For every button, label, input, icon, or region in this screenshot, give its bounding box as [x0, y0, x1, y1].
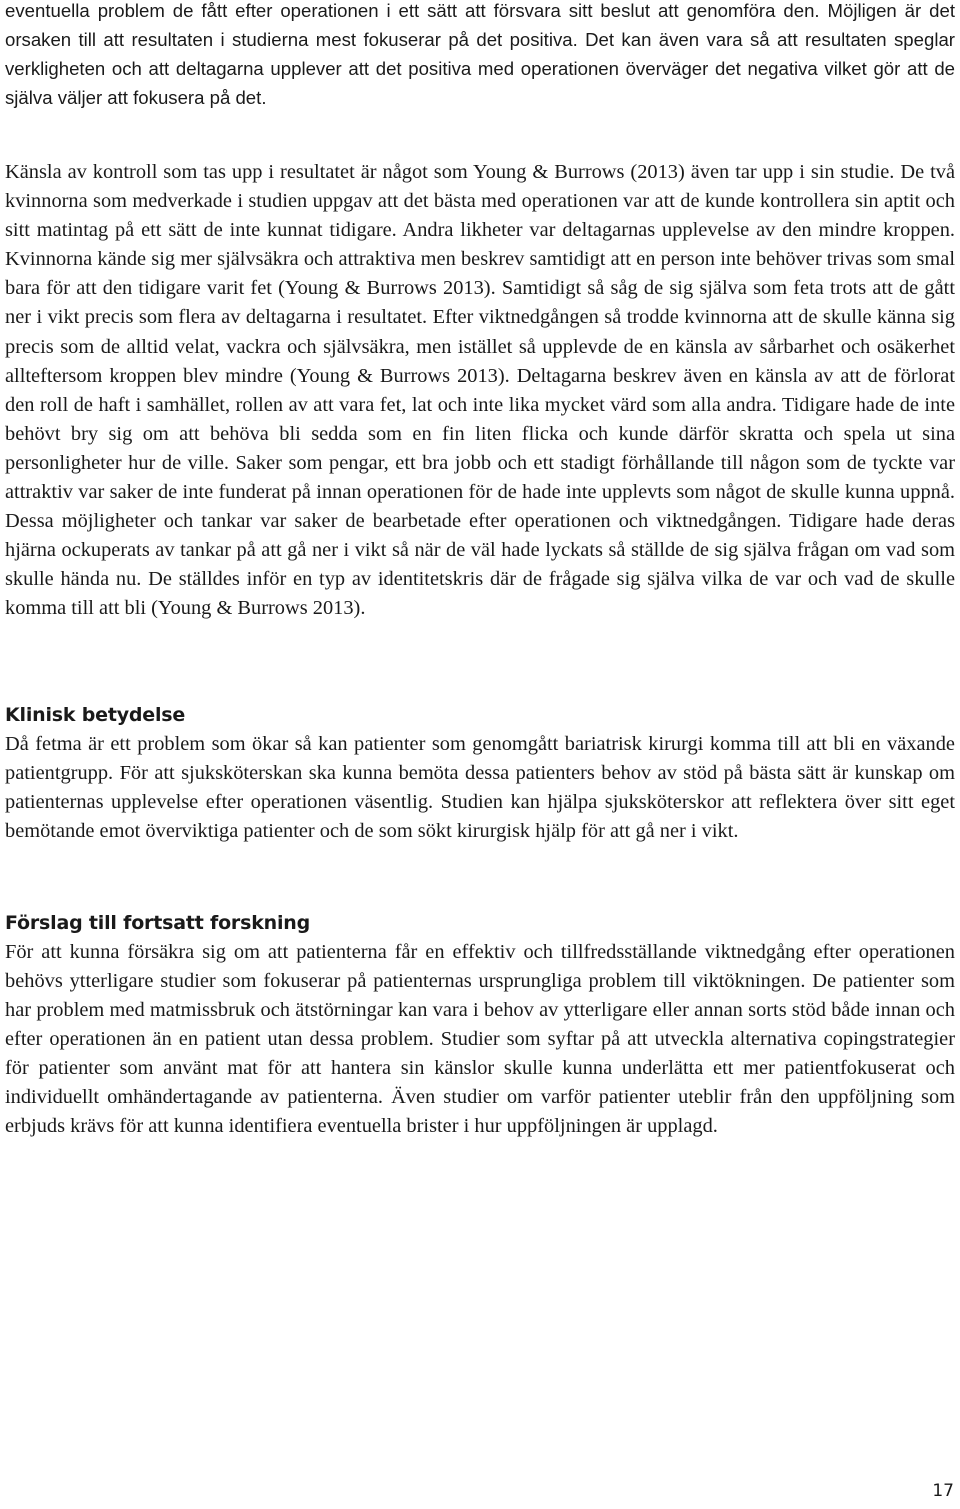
body-paragraph-discussion: eventuella problem de fått efter operationen i ett sätt att försvara sitt beslut att genomföra den. Möjligen är det orsaken till att resultaten i studierna mest fokuserar på det positiva. Det kan även vara så att resultaten speglar verkligheten och att deltagarna upplever att det positiva med operationen överväger det negativa vilket gör att de själva väljer att fokusera på det. [5, 0, 955, 108]
section-heading-research: Förslag till fortsatt forskning [5, 911, 311, 934]
body-paragraph-clinical: Då fetma är ett problem som ökar så kan patienter som genomgått bariatrisk kirurgi komma till att bli en växande patientgrupp. För att sjuksköterskan ska kunna bemöta dessa patienters behov av stöd på bästa sätt är kunskap om patienternas upplevelse efter operationen väsentlig. Studien kan hjälpa sjuksköterskor att reflektera över sitt eget bemötande emot överviktiga patienter och de som sökt kirurgisk hjälp för att gå ner i vikt. [5, 732, 955, 842]
body-paragraph-research: För att kunna försäkra sig om att patienterna får en effektiv och tillfredsställande viktnedgång efter operationen behövs ytterligare studier som fokuserar på patienternas ursprungliga problem till viktökningen. De patienter som har problem med matmissbruk och ätstörningar kan vara i behov av ytterligare eller annan sorts stöd både innan och efter operationen än en patient utan dessa problem. Studier som syftar på att utveckla alternativa copingstrategier för patienter som använt mat för att hantera sin känslor skulle kunna underlätta ett mer patientfokuserat och individuellt omhändertagande av patienterna. Även studier om varför patienter uteblir från den uppföljning som erbjuds krävs för att kunna identifiera eventuella brister i hur uppföljningen är upplagd. [5, 940, 955, 1138]
document-page [5, 0, 955, 1142]
page-number: 17 [932, 1481, 954, 1501]
section-heading-clinical: Klinisk betydelse [5, 703, 186, 726]
body-paragraph-control: Känsla av kontroll som tas upp i resultatet är något som Young & Burrows (2013) även tar upp i sin studie. De två kvinnorna som medverkade i studien uppgav att det bästa med operationen var att de kunde kontrollera sin aptit och sitt matintag på ett sätt de inte kunnat tidigare. Andra likheter var deltagarnas upplevelse av den mindre kroppen. Kvinnorna kände sig mer självsäkra och attraktiva men beskrev samtidigt att en person inte behöver trivas som smal bara för att den tidigare varit fet (Young & Burrows 2013). Samtidigt så såg de sig själva som feta trots att de gått ner i vikt precis som flera av deltagarna i resultatet. Efter viktnedgången så trodde kvinnorna att de skulle känna sig precis som de alltid velat, vackra och självsäkra, men istället så upplevde de en känsla av sårbarhet och osäkerhet allteftersom kroppen blev mindre (Young & Burrows 2013). Deltagarna beskrev även en känsla av att de förlorat den roll de haft i samhället, rollen av att vara fet, lat och inte lika mycket värd som alla andra. Tidigare hade de inte behövt bry sig om att behöva bli sedda som en fin liten flicka och kunde därför skratta och spela ut sina personligheter hur de ville. Saker som pengar, ett bra jobb och ett stadigt förhållande till någon som de tyckte var attraktiv var saker de inte funderat på innan operationen för de hade inte upplevts som något de skulle kunna uppnå. Dessa möjligheter och tankar var saker de bearbetade efter operationen och viktnedgången. Tidigare hade deras hjärna ockuperats av tankar på att gå ner i vikt så när de väl hade lyckats så ställde de sig själva frågan om vad som skulle hända nu. De ställdes inför en typ av identitetskris där de frågade sig själva vilka de var och vad de skulle komma till att bli (Young & Burrows 2013). [5, 161, 955, 620]
